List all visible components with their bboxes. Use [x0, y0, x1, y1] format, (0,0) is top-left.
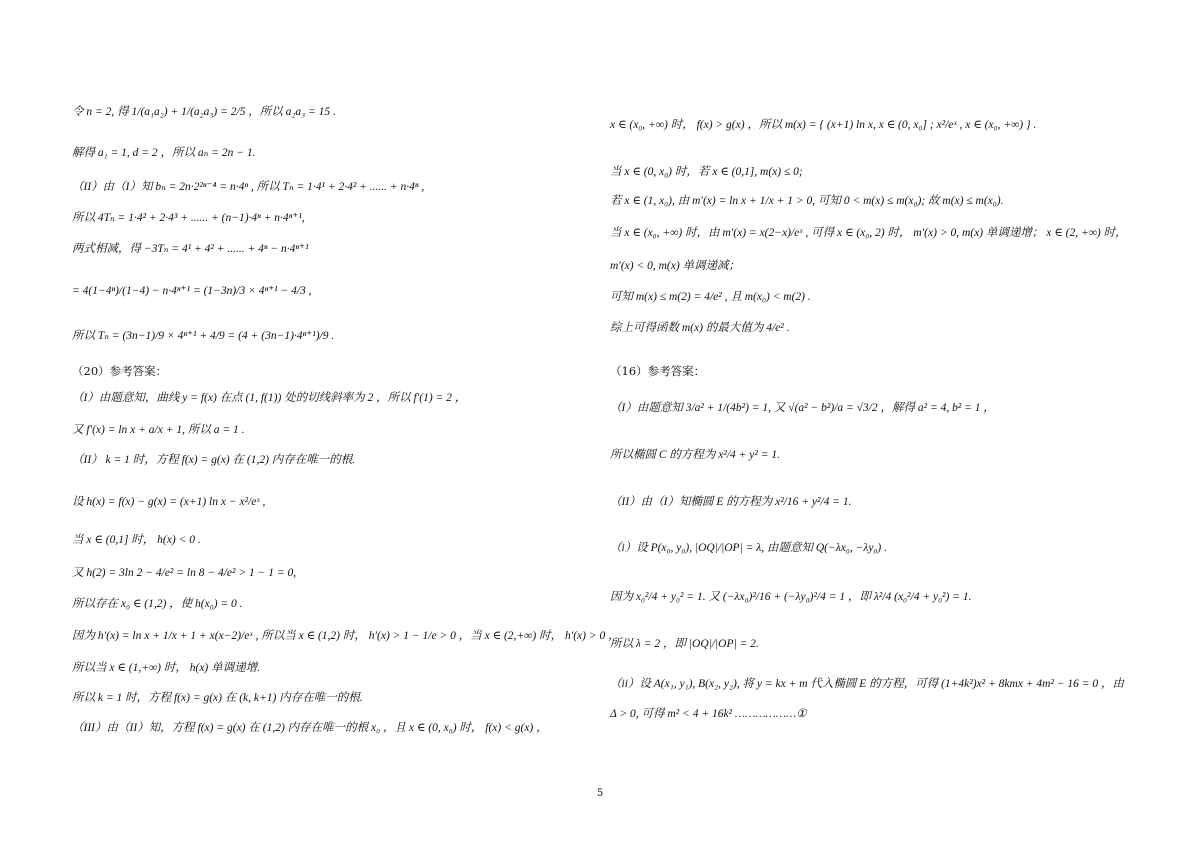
text-line: 所以 4Tₙ = 1·4² + 2·4³ + ...... + (n−1)·4ⁿ + n·4ⁿ⁺¹,: [72, 212, 305, 224]
page-number: 5: [596, 788, 604, 799]
text-line: 所以 λ = 2 ，即 |OQ|/|OP| = 2.: [610, 638, 759, 650]
text-line: 又 h(2) = 3ln 2 − 4/e² = ln 8 − 4/e² > 1 − 1 = 0,: [72, 567, 297, 579]
text-line: 所以存在 x₀ ∈ (1,2) ，使 h(x₀) = 0 .: [72, 598, 243, 610]
text-line: 当 x ∈ (0, x₀) 时，若 x ∈ (0,1], m(x) ≤ 0;: [610, 166, 803, 178]
text-line: 因为 x₀²/4 + y₀² = 1. 又 (−λx₀)²/16 + (−λy₀)²/4 = 1 ，即 λ²/4 (x₀²/4 + y₀²) = 1.: [610, 591, 972, 603]
text-line: （II）由（I）知 bₙ = 2n·2²ⁿ⁻⁴ = n·4ⁿ , 所以 Tₙ = 1·4¹ + 2·4² + ...... + n·4ⁿ ,: [72, 181, 425, 193]
text-line: 所以椭圆 C 的方程为 x²/4 + y² = 1.: [610, 449, 780, 461]
text-line: （III）由（II）知，方程 f(x) = g(x) 在 (1,2) 内存在唯一的根 x₀ ，且 x ∈ (0, x₀) 时， f(x) < g(x) ，: [72, 722, 548, 734]
text-line: （ii）设 A(x₁, y₁), B(x₂, y₂), 将 y = kx + m 代入椭圆 E 的方程，可得 (1+4k²)x² + 8kmx + 4m² − 16 = 0 ，由: [610, 678, 1125, 690]
text-line: （I）由题意知，曲线 y = f(x) 在点 (1, f(1)) 处的切线斜率为 2 ，所以 f′(1) = 2 ，: [72, 392, 467, 404]
text-line: 因为 h′(x) = ln x + 1/x + 1 + x(x−2)/eˣ , 所以当 x ∈ (1,2) 时， h′(x) > 1 − 1/e > 0 ，当 x ∈ (2,+∞) 时， h′(x) > 0 ，: [72, 630, 620, 642]
text-line: （II） k = 1 时，方程 f(x) = g(x) 在 (1,2) 内存在唯一的根.: [72, 454, 356, 466]
text-line: （I）由题意知 3/a² + 1/(4b²) = 1, 又 √(a² − b²)/a = √3/2 ，解得 a² = 4, b² = 1 ，: [610, 402, 995, 414]
text-line: 又 f′(x) = ln x + a/x + 1, 所以 a = 1 .: [72, 424, 245, 436]
text-line: 两式相减，得 −3Tₙ = 4¹ + 4² + ...... + 4ⁿ − n·4ⁿ⁺¹: [72, 243, 309, 255]
section-heading: （16）参考答案：: [610, 364, 706, 378]
text-line: 解得 a₁ = 1, d = 2 ，所以 aₙ = 2n − 1.: [72, 147, 256, 159]
text-line: 可知 m(x) ≤ m(2) = 4/e² , 且 m(x₀) < m(2) .: [610, 291, 811, 303]
text-line: 令 n = 2, 得 1/(a₁a₂) + 1/(a₂a₃) = 2/5 ，所以 a₂a₃ = 15 .: [72, 106, 336, 118]
text-line: 当 x ∈ (x₀, +∞) 时，由 m′(x) = x(2−x)/eˣ , 可得 x ∈ (x₀, 2) 时， m′(x) > 0, m(x) 单调递增； x ∈ (2, +∞) 时，: [610, 227, 1127, 239]
section-heading: （20）参考答案：: [72, 364, 168, 378]
text-line: 所以 Tₙ = (3n−1)/9 × 4ⁿ⁺¹ + 4/9 = (4 + (3n−1)·4ⁿ⁺¹)/9 .: [72, 330, 335, 342]
text-line: 所以 k = 1 时，方程 f(x) = g(x) 在 (k, k+1) 内存在唯一的根.: [72, 692, 363, 704]
text-line: 所以当 x ∈ (1,+∞) 时， h(x) 单调递增.: [72, 662, 260, 674]
text-line: 综上可得函数 m(x) 的最大值为 4/e² .: [610, 322, 790, 334]
text-line: x ∈ (x₀, +∞) 时， f(x) > g(x) ，所以 m(x) = { (x+1) ln x, x ∈ (0, x₀] ; x²/eˣ , x ∈ (x₀, +∞) } .: [610, 119, 1037, 131]
text-line: 当 x ∈ (0,1] 时， h(x) < 0 .: [72, 534, 201, 546]
text-line: Δ > 0, 可得 m² < 4 + 16k² ………………①: [610, 708, 807, 720]
text-line: m′(x) < 0, m(x) 单调递减；: [610, 260, 741, 272]
text-line: 若 x ∈ (1, x₀), 由 m′(x) = ln x + 1/x + 1 > 0, 可知 0 < m(x) ≤ m(x₀); 故 m(x) ≤ m(x₀).: [610, 195, 1004, 207]
text-line: 设 h(x) = f(x) − g(x) = (x+1) ln x − x²/eˣ ,: [72, 496, 266, 508]
text-line: = 4(1−4ⁿ)/(1−4) − n·4ⁿ⁺¹ = (1−3n)/3 × 4ⁿ⁺¹ − 4/3 ,: [72, 285, 312, 297]
text-line: （II）由（I）知椭圆 E 的方程为 x²/16 + y²/4 = 1.: [610, 496, 852, 508]
text-line: （i）设 P(x₀, y₀), |OQ|/|OP| = λ, 由题意知 Q(−λx₀, −λy₀) .: [610, 542, 888, 554]
